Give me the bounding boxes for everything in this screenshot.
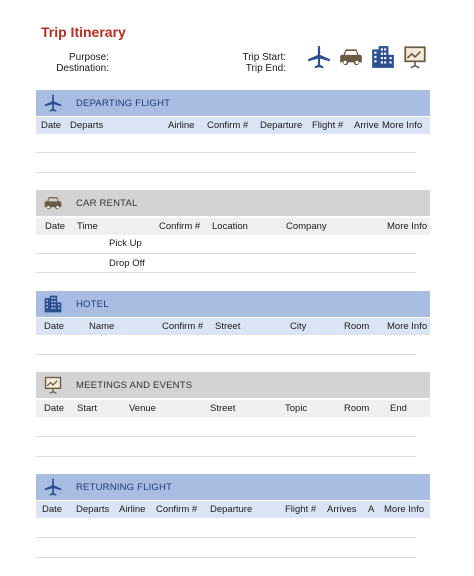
column-header: Arrive	[354, 120, 379, 131]
column-header: Departure	[260, 120, 303, 131]
column-header: Date	[42, 504, 63, 515]
hotel-band	[36, 291, 430, 317]
column-header: City	[290, 321, 307, 332]
returning-flight-band	[36, 474, 430, 500]
column-header: Date	[44, 403, 65, 414]
meetings-header	[36, 400, 430, 417]
column-header: Departs	[76, 504, 110, 515]
column-header: Topic	[285, 403, 308, 414]
car-icon	[338, 44, 364, 70]
table-row[interactable]	[36, 253, 416, 254]
column-header: Date	[45, 221, 66, 232]
car-rental-band	[36, 190, 430, 216]
departing-flight-band	[36, 90, 430, 116]
column-header: Confirm #	[159, 221, 201, 232]
departing-flight-header	[36, 117, 430, 134]
column-header: Departure	[210, 504, 253, 515]
column-header: Room	[344, 321, 370, 332]
column-header: Street	[215, 321, 241, 332]
pick-up-label: Pick Up	[109, 238, 142, 249]
column-header: Confirm #	[156, 504, 198, 515]
building-icon	[42, 294, 64, 314]
column-header: Date	[44, 321, 65, 332]
airplane-icon	[306, 44, 332, 70]
column-header: Airline	[119, 504, 146, 515]
purpose-label: Purpose:	[68, 52, 109, 63]
airplane-icon	[42, 93, 64, 113]
column-header: Departs	[70, 120, 104, 131]
car-rental-header	[36, 218, 430, 235]
hotel-title: HOTEL	[76, 299, 109, 310]
column-header: Confirm #	[207, 120, 249, 131]
airplane-icon	[42, 477, 64, 497]
column-header: More Info	[387, 321, 428, 332]
column-header: Arrives	[327, 504, 357, 515]
column-header: Name	[89, 321, 115, 332]
column-header: Company	[286, 221, 327, 232]
table-row[interactable]	[36, 557, 416, 558]
table-row[interactable]	[36, 354, 416, 355]
column-header: Time	[77, 221, 98, 232]
column-header: Start	[77, 403, 98, 414]
column-header: Confirm #	[162, 321, 204, 332]
meetings-band	[36, 372, 430, 398]
table-row[interactable]	[36, 537, 416, 538]
column-header: Street	[210, 403, 236, 414]
table-row[interactable]	[36, 272, 416, 273]
car-rental-title: CAR RENTAL	[76, 198, 138, 209]
car-icon	[42, 193, 64, 213]
returning-flight-header	[36, 501, 430, 518]
page-title: Trip Itinerary	[41, 24, 126, 40]
column-header: Date	[41, 120, 62, 131]
column-header: Airline	[168, 120, 195, 131]
column-header: A	[368, 504, 375, 515]
returning-flight-title: RETURNING FLIGHT	[76, 482, 173, 493]
presentation-board-icon	[42, 375, 64, 395]
column-header: More Info	[387, 221, 428, 232]
table-row[interactable]	[36, 172, 416, 173]
destination-label: Destination:	[56, 63, 109, 74]
column-header: Flight #	[285, 504, 317, 515]
presentation-board-icon	[402, 44, 428, 70]
column-header: Room	[344, 403, 370, 414]
table-row[interactable]	[36, 152, 416, 153]
table-row[interactable]	[36, 456, 416, 457]
meetings-title: MEETINGS AND EVENTS	[76, 380, 193, 391]
column-header: Venue	[129, 403, 156, 414]
table-row[interactable]	[36, 436, 416, 437]
trip-end-label: Trip End:	[245, 63, 286, 74]
column-header: Location	[212, 221, 248, 232]
building-icon	[370, 44, 396, 70]
column-header: Flight #	[312, 120, 344, 131]
column-header: More Info	[384, 504, 425, 515]
trip-start-label: Trip Start:	[242, 52, 286, 63]
drop-off-label: Drop Off	[109, 258, 145, 269]
column-header: End	[390, 403, 407, 414]
header-icon-row	[306, 44, 428, 70]
departing-flight-title: DEPARTING FLIGHT	[76, 98, 171, 109]
hotel-header	[36, 318, 430, 335]
column-header: More Info	[382, 120, 423, 131]
